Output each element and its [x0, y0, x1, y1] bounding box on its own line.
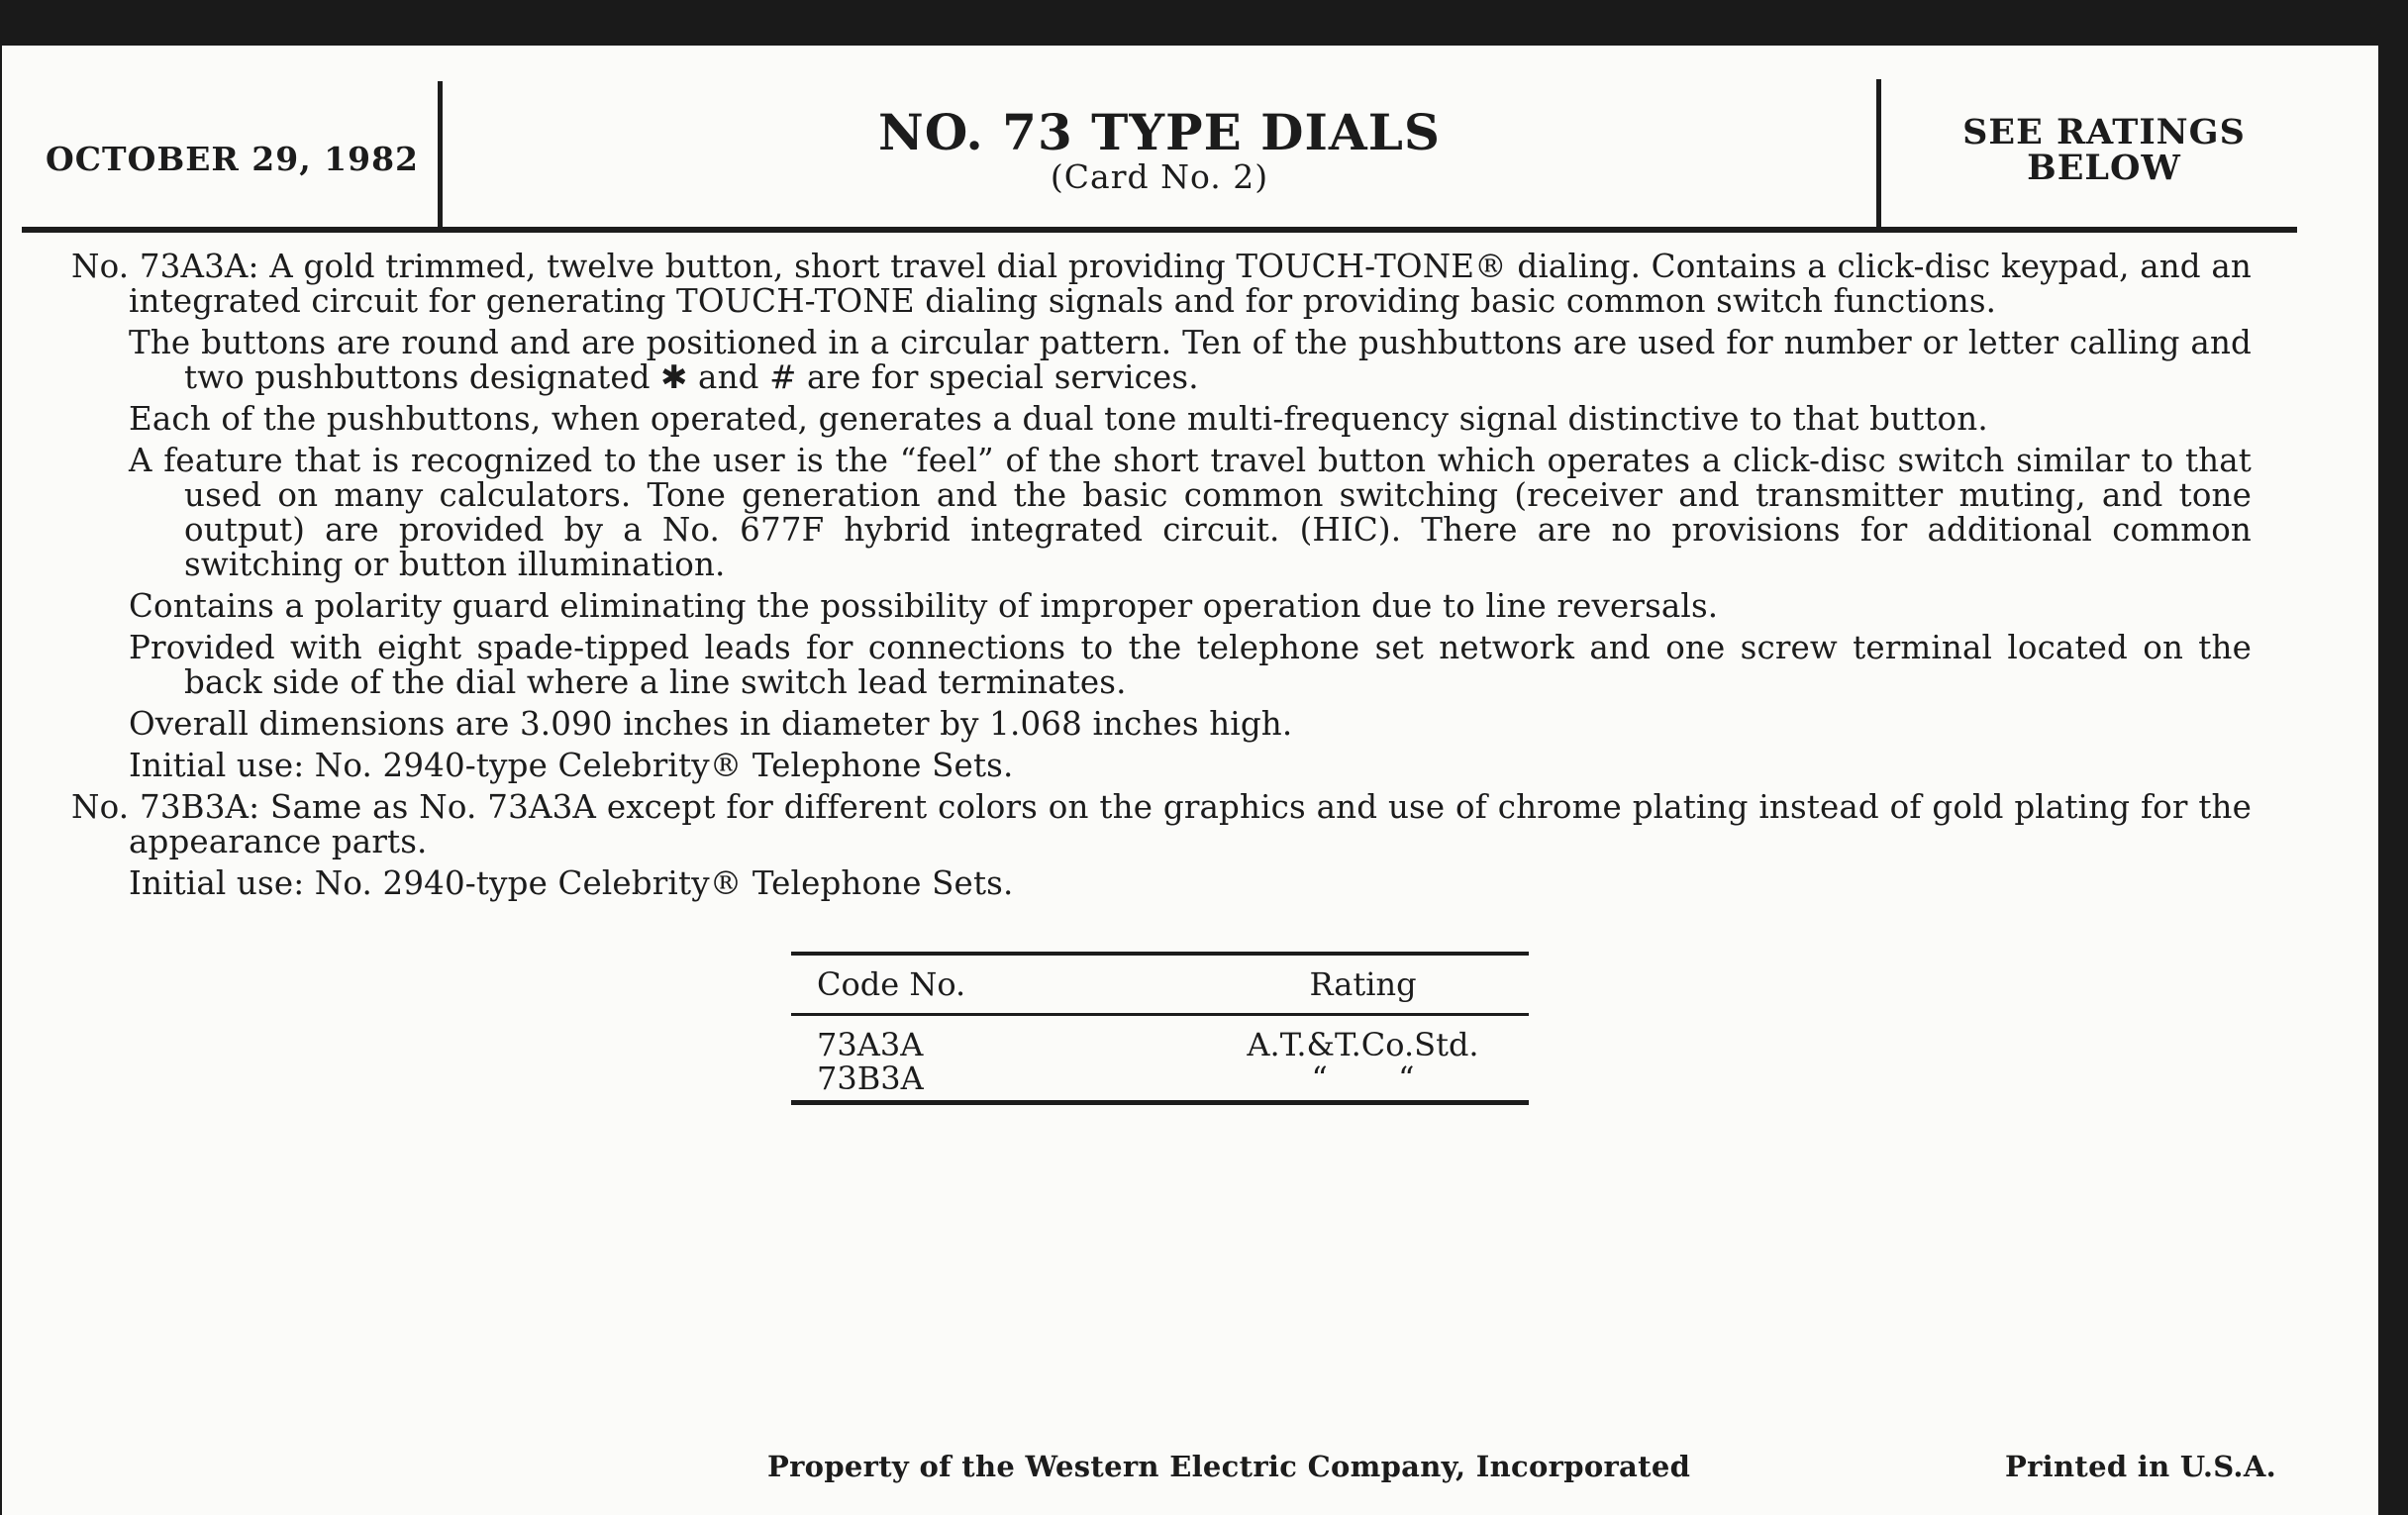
description-body	[71, 250, 2252, 908]
paragraph-initial-use-a: Initial use: No. 2940-type Celebrity® Telephone Sets.	[129, 747, 1014, 784]
header-code: Code No.	[817, 965, 966, 1003]
scan-edge	[2378, 0, 2408, 1515]
paragraph-polarity: Contains a polarity guard eliminating the possibility of improper operation due to line reversals.	[129, 587, 1719, 625]
header-rule	[22, 227, 2297, 233]
table-header-row	[791, 956, 1529, 1013]
footer-printed: Printed in U.S.A.	[2005, 1450, 2277, 1483]
issue-date: OCTOBER 29, 1982	[46, 140, 420, 178]
table-bottom-rule	[791, 1100, 1529, 1105]
card-header	[2, 46, 2378, 234]
ratings-note-line1: SEE RATINGS	[1962, 112, 2246, 152]
header-rating: Rating	[1309, 965, 1417, 1003]
ratings-table	[791, 952, 1529, 1105]
document-card	[2, 46, 2378, 1515]
table-cell-rating: A.T.&T.Co.Std.	[1247, 1026, 1479, 1063]
paragraph-buttons: The buttons are round and are positioned in a circular pattern. Ten of the pushbuttons are used for number or letter calling and two pushbuttons designated ✱ and # are for special services.	[129, 324, 2252, 396]
paragraph-73b3a: No. 73B3A: Same as No. 73A3A except for different colors on the graphics and use of chrome plating instead of gold plating for the appearance parts.	[71, 788, 2252, 860]
table-cell-code: 73B3A	[817, 1060, 924, 1097]
table-body	[791, 1016, 1529, 1100]
ratings-note-line2: BELOW	[2027, 148, 2181, 188]
paragraph-feel: A feature that is recognized to the user is the “feel” of the short travel button which operates a click-disc switch similar to that used on many calculators. Tone generation and the basic common switching (receiver and transmitter muting, and tone output) are provided by a No. 677F hybrid integrated circuit. (HIC). There are no provisions for additional common switching or button illumination.	[129, 442, 2252, 583]
paragraph-dimensions: Overall dimensions are 3.090 inches in diameter by 1.068 inches high.	[129, 705, 1293, 743]
ratings-note	[1881, 112, 2327, 188]
paragraph-dtmf: Each of the pushbuttons, when operated, generates a dual tone multi-frequency signal distinctive to that button.	[129, 400, 1988, 438]
paragraph-73a3a: No. 73A3A: A gold trimmed, twelve button, short travel dial providing TOUCH-TONE® dialing. Contains a click-disc keypad, and an integrated circuit for generating TOUCH-TONE dialing signals and for providing basic common switch functions.	[71, 248, 2252, 320]
card-subtitle: (Card No. 2)	[1050, 157, 1269, 196]
table-cell-rating: “ “	[1311, 1060, 1415, 1097]
footer-property: Property of the Western Electric Company, Incorporated	[767, 1450, 1691, 1483]
table-cell-code: 73A3A	[817, 1026, 924, 1063]
card-title: NO. 73 TYPE DIALS	[878, 103, 1441, 161]
paragraph-initial-use-b: Initial use: No. 2940-type Celebrity® Telephone Sets.	[129, 864, 1014, 902]
paragraph-leads: Provided with eight spade-tipped leads for connections to the telephone set network and one screw terminal located on the back side of the dial where a line switch lead terminates.	[129, 629, 2252, 701]
